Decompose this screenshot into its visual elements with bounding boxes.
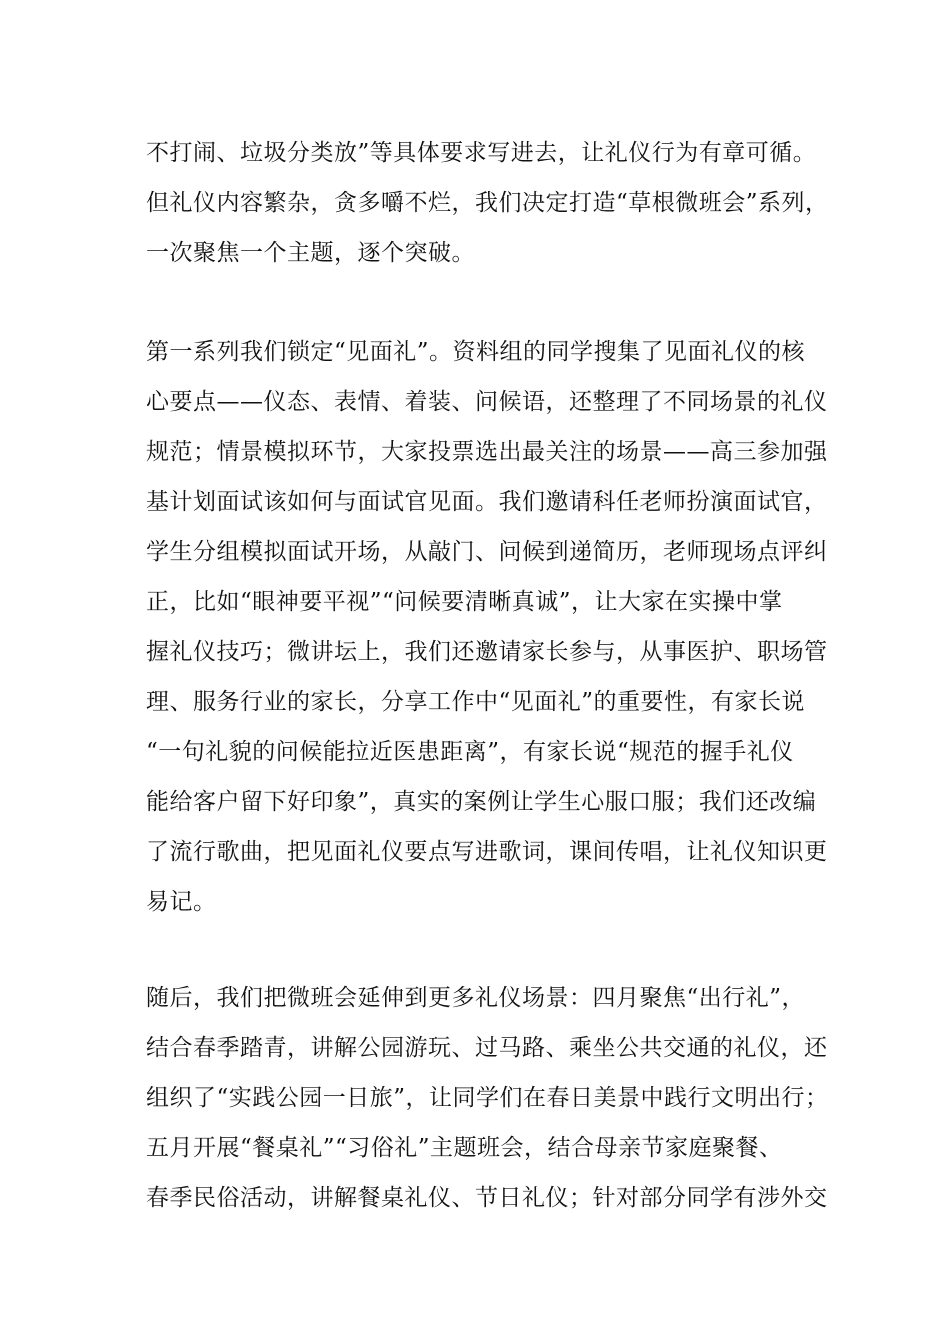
- text-line: 规范；情景模拟环节，大家投票选出最关注的场景——高三参加强: [146, 439, 828, 465]
- text-line: 理、服务行业的家长，分享工作中“见面礼”的重要性，有家长说: [146, 689, 806, 715]
- text-line: 了流行歌曲，把见面礼仪要点写进歌词，课间传唱，让礼仪知识更: [146, 839, 828, 865]
- text-line: 第一系列我们锁定“见面礼”。资料组的同学搜集了见面礼仪的核: [146, 339, 806, 365]
- text-line: “一句礼貌的问候能拉近医患距离”，有家长说“规范的握手礼仪: [146, 739, 794, 765]
- text-line: 一次聚焦一个主题，逐个突破。: [146, 240, 475, 266]
- text-line: 五月开展“餐桌礼”“习俗礼”主题班会，结合母亲节家庭聚餐、: [146, 1135, 783, 1161]
- paragraph-3: [146, 973, 829, 1223]
- text-line: 基计划面试该如何与面试官见面。我们邀请科任老师扮演面试官，: [146, 489, 828, 515]
- text-line: 不打闹、垃圾分类放”等具体要求写进去，让礼仪行为有章可循。: [146, 140, 817, 166]
- paragraph-2: [146, 327, 826, 927]
- text-line: 组织了“实践公园一日旅”，让同学们在春日美景中践行文明出行；: [146, 1085, 829, 1111]
- text-line: 能给客户留下好印象”，真实的案例让学生心服口服；我们还改编: [146, 789, 817, 815]
- text-line: 春季民俗活动，讲解餐桌礼仪、节日礼仪；针对部分同学有涉外交: [146, 1185, 828, 1211]
- text-line: 易记。: [146, 889, 217, 915]
- text-line: 正，比如“眼神要平视”“问候要清晰真诚”，让大家在实操中掌: [146, 589, 783, 615]
- text-line: 随后，我们把微班会延伸到更多礼仪场景：四月聚焦“出行礼”，: [146, 985, 806, 1011]
- text-line: 结合春季踏青，讲解公园游玩、过马路、乘坐公共交通的礼仪，还: [146, 1035, 828, 1061]
- text-line: 握礼仪技巧；微讲坛上，我们还邀请家长参与，从事医护、职场管: [146, 639, 828, 665]
- text-line: 学生分组模拟面试开场，从敲门、问候到递简历，老师现场点评纠: [146, 539, 828, 565]
- paragraph-1: [146, 128, 829, 278]
- text-line: 心要点——仪态、表情、着装、问候语，还整理了不同场景的礼仪: [146, 389, 828, 415]
- text-line: 但礼仪内容繁杂，贪多嚼不烂，我们决定打造“草根微班会”系列，: [146, 190, 829, 216]
